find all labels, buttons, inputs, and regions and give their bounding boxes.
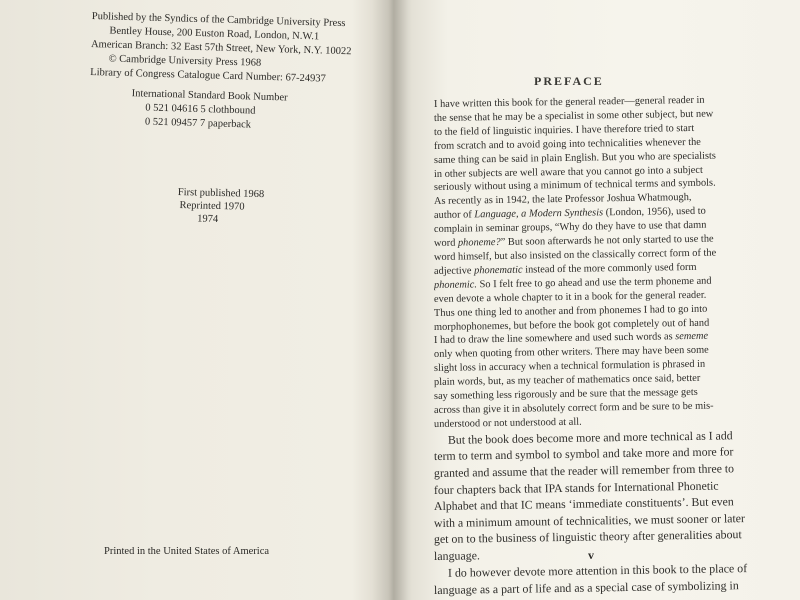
preface-line: Thus one thing led to another and from phonemes I had to go into xyxy=(433,303,708,319)
preface-line: understood or not understood at all. xyxy=(433,416,582,430)
preface-line: slight loss in accuracy when a technical formulation is phrased in xyxy=(433,358,706,375)
preface-line: word himself, but also insisted on the classically correct form of the xyxy=(433,247,717,263)
imprint-lccn: Library of Congress Catalogue Card Number: 67-24937 xyxy=(90,66,326,85)
preface-line: As recently as in 1942, the late Professor Joshua Whatmough, xyxy=(433,192,692,208)
preface-line: in other subjects are well aware that you cannot go into a subject xyxy=(433,164,703,180)
preface-line: phonemic. So I felt free to go ahead and use the term phoneme and xyxy=(433,275,712,291)
preface-line: plain words, but, as my teacher of mathematics once said, better xyxy=(433,372,701,389)
preface-line: same thing can be said in plain English. But you who are specialists xyxy=(433,150,716,166)
preface-line: to the field of linguistic inquiries. I have therefore tried to start xyxy=(433,122,695,138)
imprint-isbn-paper: 0 521 09457 7 paperback xyxy=(144,116,252,131)
preface-line: say something less rigorously and be sure that the message gets xyxy=(433,386,698,403)
preface-line: But the book does become more and more technical as I add xyxy=(447,428,733,447)
preface-line: adjective phonematic instead of the more commonly used form xyxy=(433,261,697,277)
reprinted: Reprinted 1970 xyxy=(179,200,245,213)
preface-body xyxy=(433,94,800,599)
preface-line: term to term and symbol to symbol and take more and more for xyxy=(433,444,734,464)
preface-line: the sense that he may be a specialist in some other subject, but new xyxy=(433,108,714,124)
imprint-block xyxy=(89,10,382,136)
preface-line: language. xyxy=(433,548,480,564)
imprint-american-branch: American Branch: 32 East 57th Street, New York, N.Y. 10022 xyxy=(90,38,352,58)
preface-line: morphophonemes, but before the book got completely out of hand xyxy=(433,317,710,333)
reprint-year: 1974 xyxy=(197,213,219,225)
preface-line: granted and assume that the reader will remember from three to xyxy=(433,461,735,480)
preface-line: author of Language, a Modern Synthesis (London, 1956), used to xyxy=(433,205,706,222)
preface-line: I have written this book for the general reader—general reader in xyxy=(433,94,705,110)
printed-in: Printed in the United States of America xyxy=(104,546,270,557)
publication-history xyxy=(177,186,298,228)
imprint-publisher: Published by the Syndics of the Cambridge University Press xyxy=(91,10,346,30)
preface-line: I had to draw the line somewhere and used such words as sememe xyxy=(433,331,709,347)
preface-line: I do however devote more attention in this book to the place of xyxy=(447,561,748,580)
imprint-copyright: © Cambridge University Press 1968 xyxy=(108,53,262,69)
preface-line: with a minimum amount of technicalities, we must sooner or later xyxy=(433,510,745,530)
preface-line: word phoneme?” But soon afterwards he not only started to use the xyxy=(433,233,714,250)
copyright-page xyxy=(0,0,388,600)
preface-line: even devote a whole chapter to it in a book for the general reader. xyxy=(433,289,707,305)
preface-line: across than give it in absolutely correct form and be sure to be mis- xyxy=(433,400,714,416)
preface-line: seriously without using a minimum of technical terms and symbols. xyxy=(433,178,716,194)
imprint-address: Bentley House, 200 Euston Road, London, N.W.1 xyxy=(109,25,320,43)
imprint-isbn-heading: International Standard Book Number xyxy=(131,88,288,104)
preface-line: from scratch and to avoid going into technicalities whenever the xyxy=(433,136,701,152)
first-published: First published 1968 xyxy=(177,186,265,201)
preface-line: four chapters back that IPA stands for International Phonetic xyxy=(433,478,719,497)
preface-line: get on to the business of linguistic theory after generalities about xyxy=(433,527,742,547)
page-title: PREFACE xyxy=(534,74,604,88)
imprint-isbn-cloth: 0 521 04616 5 clothbound xyxy=(145,102,256,117)
preface-line: complain in seminar groups, “Why do they have to use that damn xyxy=(433,219,707,236)
preface-line: Alphabet and that IC means ‘immediate constituents’. But even xyxy=(433,494,734,514)
page-number: v xyxy=(588,548,594,562)
preface-line: only when quoting from other writers. There may have been some xyxy=(433,344,709,361)
preface-line: language as a part of life and as a special case of symbolizing in xyxy=(433,578,739,598)
